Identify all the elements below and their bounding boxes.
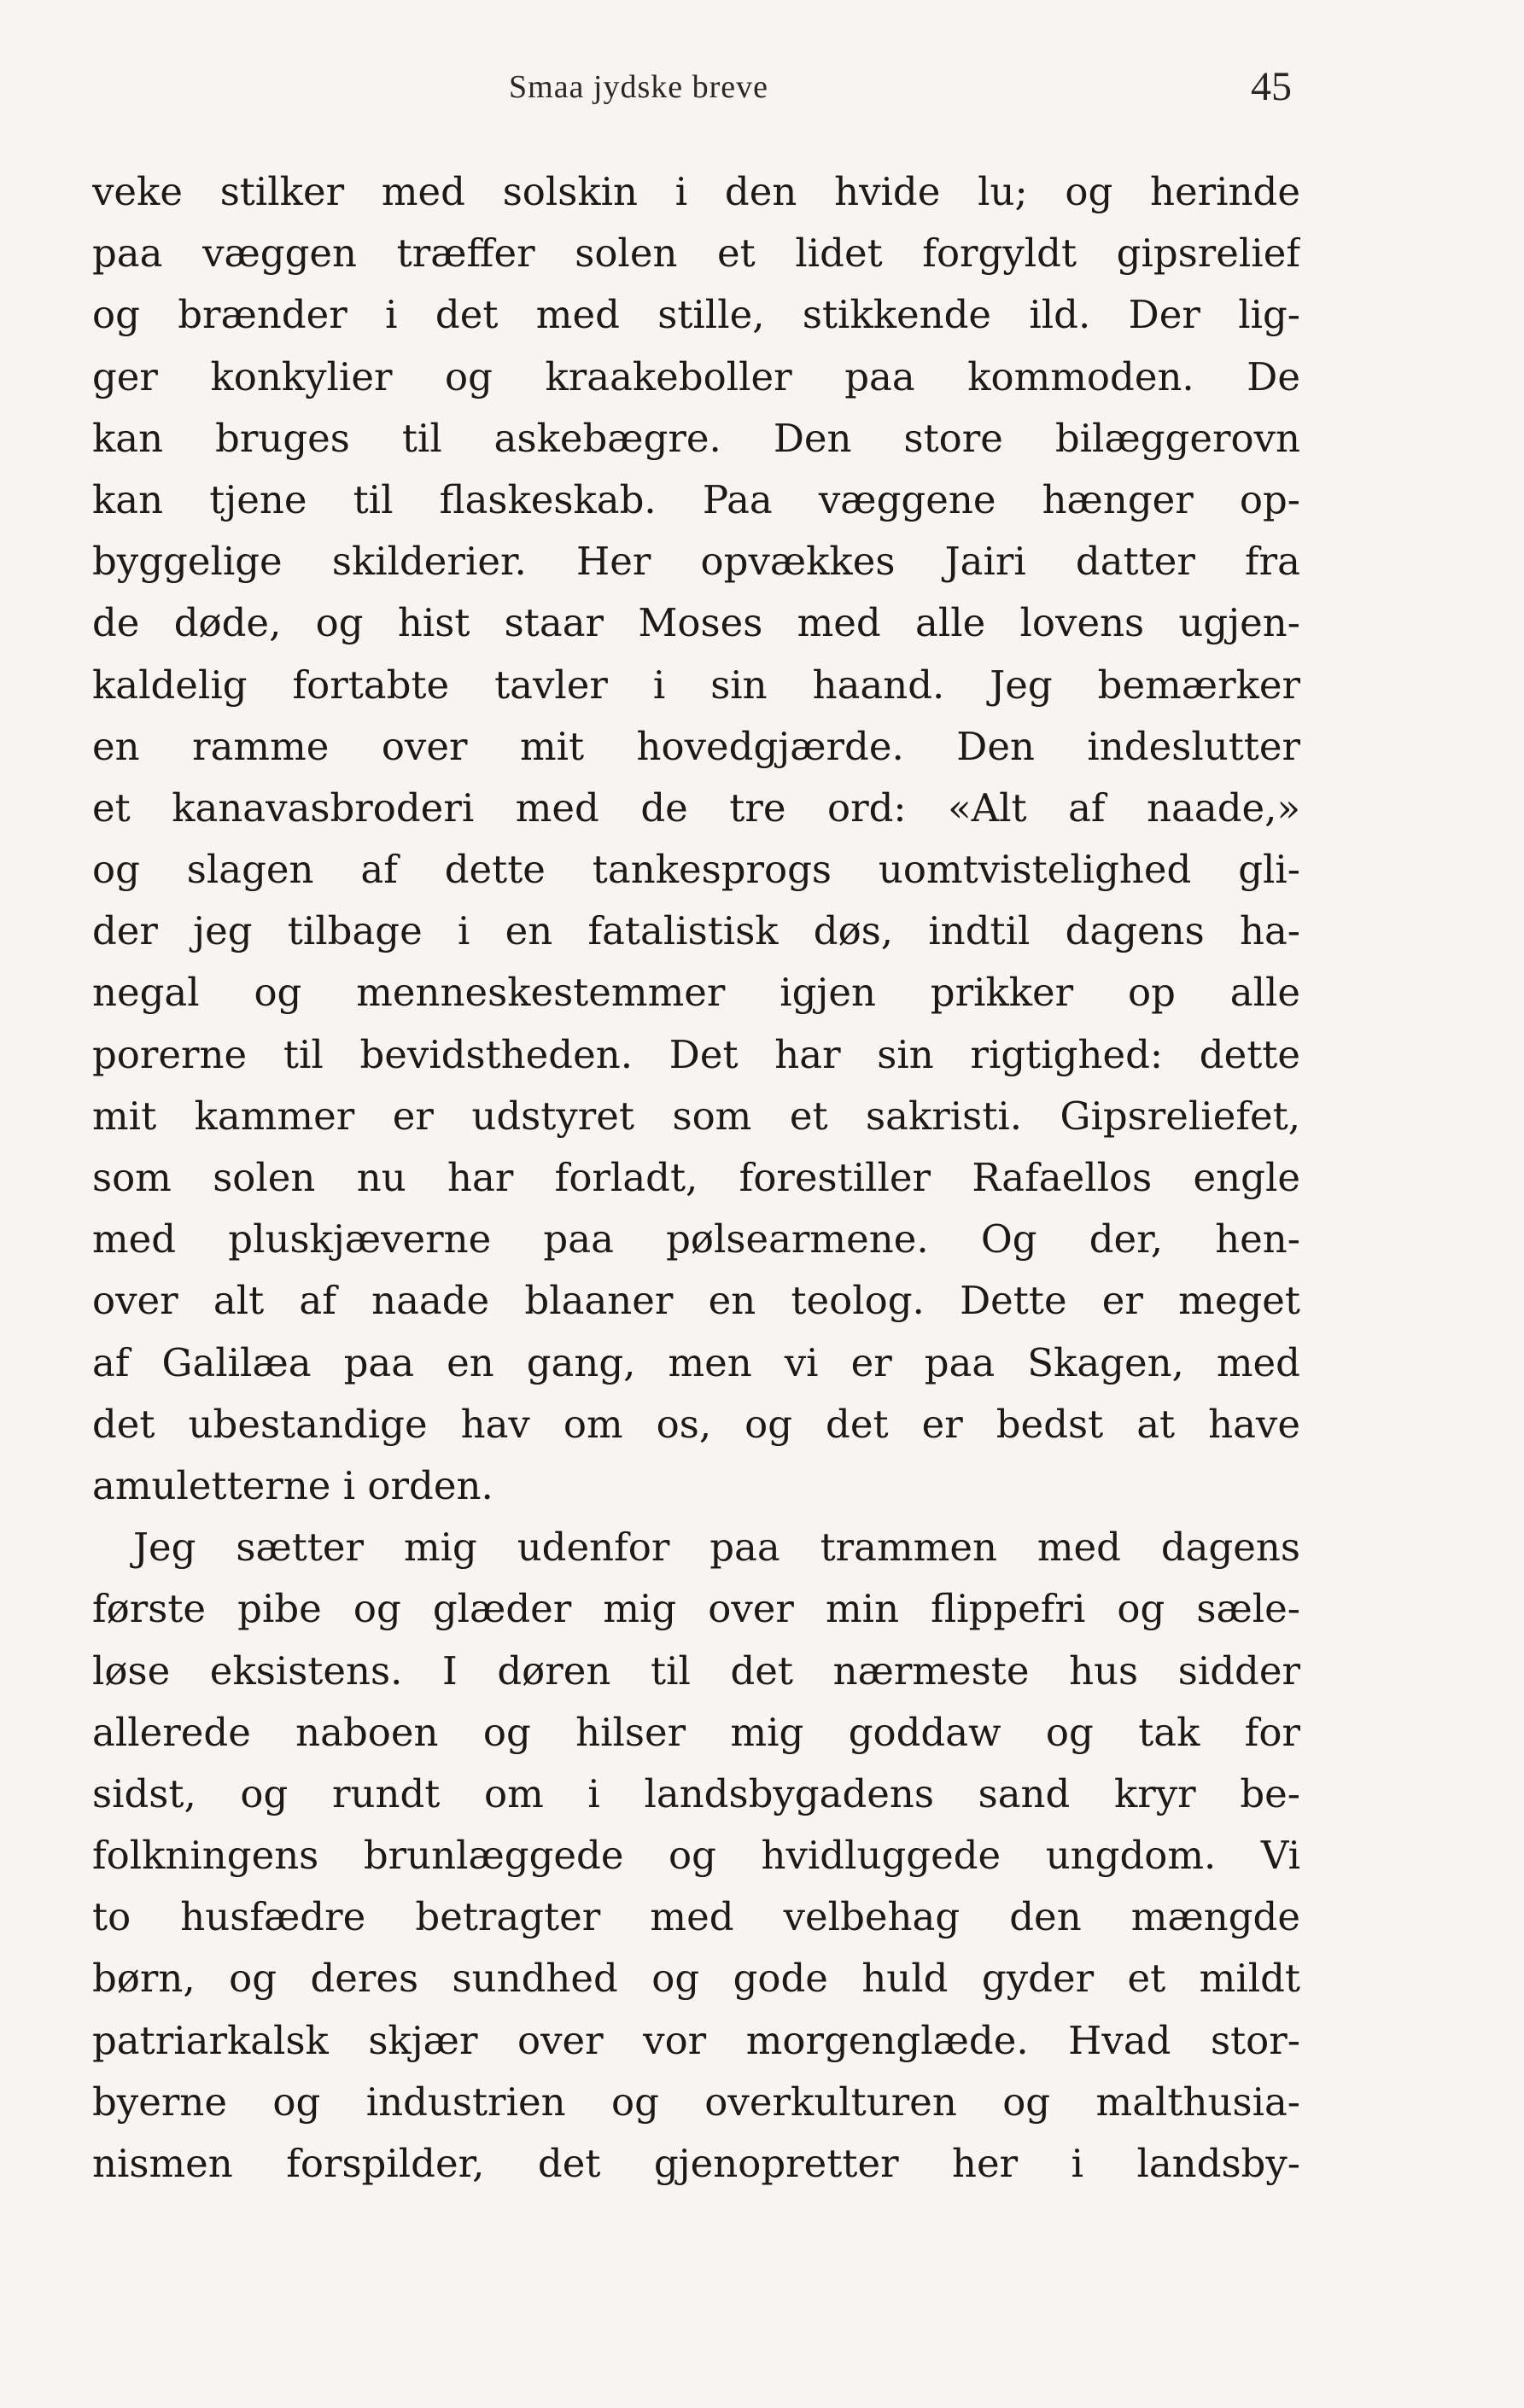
text-line: og brænder i det med stille, stikkende ild. Der lig- [92,292,1300,338]
paragraph-2 [92,1517,1300,2195]
text-line: løse eksistens. I døren til det nærmeste hus sidder [92,1647,1300,1694]
text-line: de døde, og hist staar Moses med alle lovens ugjen- [92,600,1300,646]
text-line: børn, og deres sundhed og gode huld gyder et mildt [92,1956,1300,2002]
text-line: og slagen af dette tankesprogs uomtvistelighed gli- [92,847,1300,893]
text-line: folkningens brunlæggede og hvidluggede ungdom. Vi [92,1833,1300,1879]
text-line: ger konkylier og kraakeboller paa kommoden. De [92,353,1300,399]
text-line: en ramme over mit hovedgjærde. Den indeslutter [92,723,1300,769]
body-text [92,161,1300,2195]
text-line: Jeg sætter mig udenfor paa trammen med dagens [133,1525,1300,1571]
text-line: der jeg tilbage i en fatalistisk døs, indtil dagens ha- [92,908,1300,954]
text-line: amuletterne i orden. [92,1462,493,1508]
text-line: byerne og industrien og overkulturen og malthusia- [92,2079,1300,2125]
text-line: som solen nu har forladt, forestiller Rafaellos engle [92,1155,1300,1200]
text-line: kan tjene til flaskeskab. Paa væggene hænger op- [92,476,1300,522]
text-line: allerede naboen og hilser mig goddaw og tak for [92,1709,1300,1755]
text-line: sidst, og rundt om i landsbygadens sand kryr be- [92,1770,1300,1816]
paragraph-1 [92,161,1300,1517]
page-header [0,61,1524,113]
text-line: paa væggen træffer solen et lidet forgyldt gipsrelief [92,230,1300,277]
page-number: 45 [1251,64,1292,109]
text-line: af Galilæa paa en gang, men vi er paa Skagen, med [92,1339,1300,1385]
running-title: Smaa jydske breve [509,69,769,105]
text-line: kaldelig fortabte tavler i sin haand. Jeg bemærker [92,662,1300,708]
text-line: to husfædre betragter med velbehag den mængde [92,1894,1300,1940]
text-line: over alt af naade blaaner en teolog. Dette er meget [92,1278,1300,1324]
text-line: første pibe og glæder mig over min flippefri og sæle- [92,1586,1300,1632]
text-line: patriarkalsk skjær over vor morgenglæde. Hvad stor- [92,2017,1300,2063]
text-line: det ubestandige hav om os, og det er bedst at have [92,1401,1300,1447]
text-line: byggelige skilderier. Her opvækkes Jairi datter fra [92,539,1300,585]
text-line: negal og menneskestemmer igjen prikker op alle [92,970,1300,1016]
text-line: med pluskjæverne paa pølsearmene. Og der, hen- [92,1216,1300,1262]
text-line: veke stilker med solskin i den hvide lu; og herinde [92,169,1300,214]
text-line: nismen forspilder, det gjenopretter her i landsby- [92,2141,1300,2186]
text-line: kan bruges til askebægre. Den store bilæggerovn [92,415,1300,461]
text-line: et kanavasbroderi med de tre ord: «Alt af naade,» [92,784,1300,831]
text-line: porerne til bevidstheden. Det har sin rigtighed: dette [92,1031,1300,1077]
text-line: mit kammer er udstyret som et sakristi. Gipsreliefet, [92,1093,1300,1139]
